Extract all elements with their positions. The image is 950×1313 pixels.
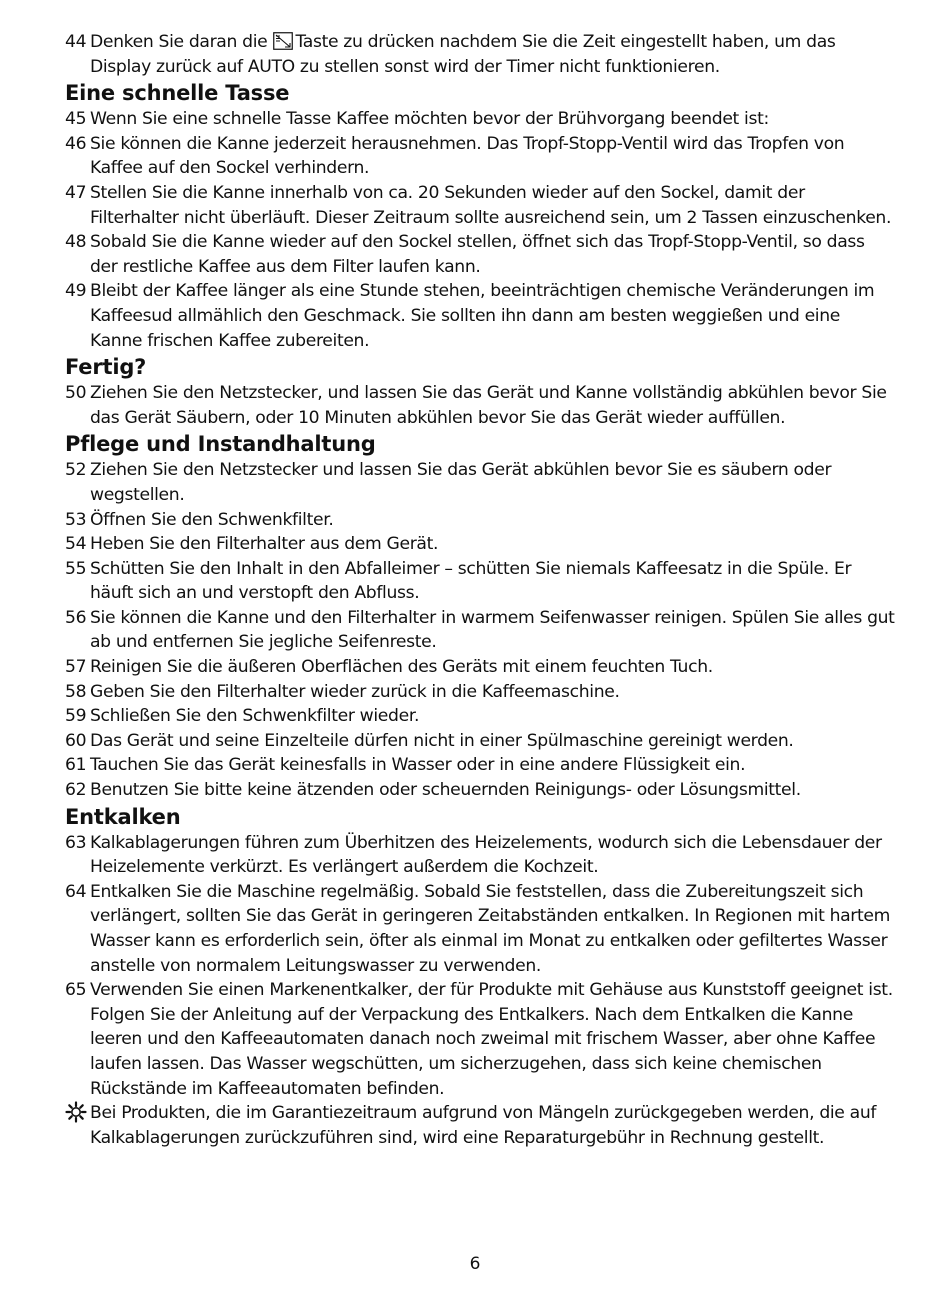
section-heading: Fertig? [65, 355, 147, 380]
list-item [65, 508, 895, 533]
item-number: 65 [65, 980, 87, 1001]
item-text [90, 30, 895, 79]
item-number: 46 [65, 133, 87, 154]
item-number: 60 [65, 730, 87, 751]
list-item [65, 181, 895, 230]
item-text: Wenn Sie eine schnelle Tasse Kaffee möchten bevor der Brühvorgang beendet ist: [90, 109, 769, 130]
item-number: 64 [65, 881, 87, 902]
timer-button-icon [273, 32, 293, 50]
item-text: Heben Sie den Filterhalter aus dem Gerät. [90, 534, 439, 555]
item-text: Tauchen Sie das Gerät keinesfalls in Wasser oder in eine andere Flüssigkeit ein. [90, 755, 746, 776]
item-number: 48 [65, 232, 87, 253]
list-item [65, 532, 895, 557]
note-text: Bei Produkten, die im Garantiezeitraum aufgrund von Mängeln zurückgegeben werden, die auf Kalkablagerungen zurückzuführen sind, wird eine Reparaturgebühr in Rechnung gestellt. [90, 1103, 877, 1148]
item-number: 63 [65, 832, 87, 853]
list-item [65, 680, 895, 705]
item-text: Kalkablagerungen führen zum Überhitzen des Heizelements, wodurch sich die Lebensdauer der Heizelemente verkürzt. Es verlängert außerdem die Kochzeit. [90, 832, 882, 878]
item-text: Entkalken Sie die Maschine regelmäßig. Sobald Sie feststellen, dass die Zubereitungszeit sich verlängert, sollten Sie das Gerät in geringeren Zeitabständen entkalken. In Regionen mit hartem Wasser kann es erforderlich sein, öfter als einmal im Monat zu entkalken oder gefiltertes Wasser anstelle von normalem Leitungswasser zu verwenden. [90, 881, 891, 976]
list-item [65, 230, 895, 279]
item-number: 61 [65, 755, 87, 776]
item-text: Stellen Sie die Kanne innerhalb von ca. 20 Sekunden wieder auf den Sockel, damit der Filterhalter nicht überläuft. Dieser Zeitraum sollte ausreichend sein, um 2 Tassen einzuschenken. [90, 182, 892, 228]
item-text: Schließen Sie den Schwenkfilter wieder. [90, 706, 420, 727]
section-heading: Eine schnelle Tasse [65, 81, 290, 106]
list-item [65, 30, 895, 79]
item-number: 58 [65, 681, 87, 702]
list-item [65, 753, 895, 778]
list-item [65, 458, 895, 507]
item-text-part: Denken Sie daran die [90, 32, 268, 52]
instructions-content [65, 30, 895, 1150]
list-item [65, 132, 895, 181]
item-number: 56 [65, 607, 87, 628]
list-item [65, 978, 895, 1101]
list-item [65, 606, 895, 655]
item-text: Ziehen Sie den Netzstecker und lassen Sie das Gerät abkühlen bevor Sie es säubern oder wegstellen. [90, 460, 832, 505]
item-text: Bleibt der Kaffee länger als eine Stunde stehen, beeinträchtigen chemische Veränderungen im Kaffeesud allmählich den Geschmack. Sie sollten ihn dann am besten weggießen und eine Kanne frischen Kaffee zubereiten. [90, 281, 875, 351]
note-icon-cell [65, 1101, 90, 1150]
item-text: Sie können die Kanne jederzeit herausnehmen. Das Tropf-Stopp-Ventil wird das Tropfen von Kaffee auf den Sockel verhindern. [90, 133, 845, 179]
list-item [65, 107, 895, 132]
item-text-part: Taste zu drücken nachdem Sie die Zeit eingestellt haben, um das Display zurück auf AUTO zu stellen sonst wird der Timer nicht funktionieren. [90, 32, 836, 77]
list-item [65, 704, 895, 729]
item-number: 50 [65, 383, 87, 404]
list-item [65, 831, 895, 880]
item-text: Verwenden Sie einen Markenentkalker, der für Produkte mit Gehäuse aus Kunststoff geeignet ist. Folgen Sie der Anleitung auf der Verpackung des Entkalkers. Nach dem Entkalken die Kanne leeren und den Kaffeeautomaten danach noch zweimal mit frischem Wasser, aber ohne Kaffee laufen lassen. Das Wasser wegschütten, um sicherzugehen, dass sich keine chemischen Rückstände im Kaffeeautomaten befinden. [90, 980, 893, 1099]
item-text: Sobald Sie die Kanne wieder auf den Sockel stellen, öffnet sich das Tropf-Stopp-Ventil, so dass der restliche Kaffee aus dem Filter laufen kann. [90, 232, 865, 277]
item-text: Das Gerät und seine Einzelteile dürfen nicht in einer Spülmaschine gereinigt werden. [90, 730, 794, 751]
section-heading: Pflege und Instandhaltung [65, 432, 376, 457]
item-text: Sie können die Kanne und den Filterhalter in warmem Seifenwasser reinigen. Spülen Sie alles gut ab und entfernen Sie jegliche Seifenreste. [90, 607, 895, 653]
item-number: 57 [65, 657, 87, 678]
item-number: 45 [65, 109, 87, 130]
list-item [65, 279, 895, 353]
guarantee-note [65, 1101, 895, 1150]
item-text: Öffnen Sie den Schwenkfilter. [90, 509, 334, 530]
section-heading: Entkalken [65, 804, 181, 829]
item-number: 53 [65, 509, 87, 530]
item-number: 52 [65, 460, 87, 481]
list-item [65, 557, 895, 606]
item-number: 62 [65, 780, 87, 801]
item-text: Geben Sie den Filterhalter wieder zurück in die Kaffeemaschine. [90, 681, 620, 702]
page-number: 6 [469, 1254, 481, 1274]
item-text: Benutzen Sie bitte keine ätzenden oder scheuernden Reinigungs- oder Lösungsmittel. [90, 780, 801, 801]
item-number: 55 [65, 558, 87, 579]
sun-warning-icon [65, 1101, 87, 1123]
item-text: Schütten Sie den Inhalt in den Abfalleimer – schütten Sie niemals Kaffeesatz in die Spüle. Er häuft sich an und verstopft den Abfluss. [90, 558, 852, 604]
list-item [65, 729, 895, 754]
list-item [65, 381, 895, 430]
item-text: Ziehen Sie den Netzstecker, und lassen Sie das Gerät und Kanne vollständig abkühlen bevor Sie das Gerät Säubern, oder 10 Minuten abkühlen bevor Sie das Gerät wieder auffüllen. [90, 383, 887, 428]
item-number: 54 [65, 534, 87, 555]
list-item [65, 655, 895, 680]
item-number: 47 [65, 182, 87, 203]
item-number: 59 [65, 706, 87, 727]
list-item [65, 880, 895, 978]
item-text: Reinigen Sie die äußeren Oberflächen des Geräts mit einem feuchten Tuch. [90, 657, 713, 678]
item-number: 49 [65, 281, 87, 302]
sections-container [65, 79, 895, 1101]
item-number: 44 [65, 32, 87, 52]
list-item [65, 778, 895, 803]
